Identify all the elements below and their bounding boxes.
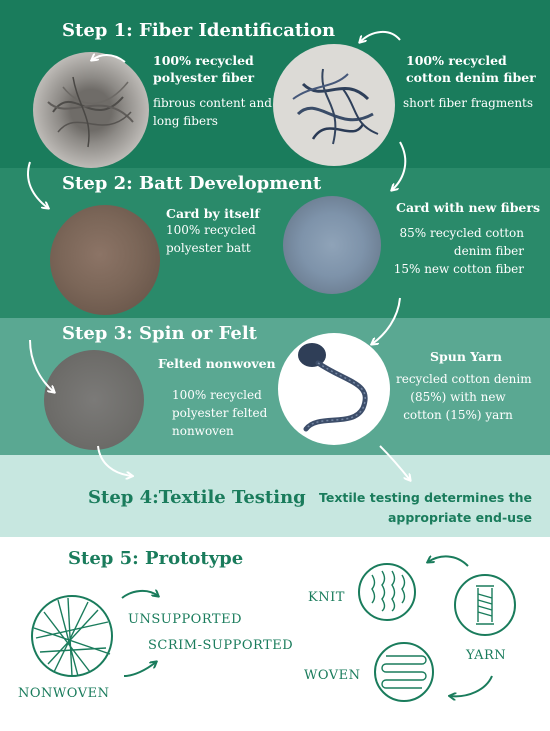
step2-left-desc: 100% recycled polyester batt (166, 223, 256, 255)
step3-right-desc: recycled cotton denim (85%) with new cotton (15%) yarn (396, 372, 532, 422)
step2-right-desc: 85% recycled cotton denim fiber 15% new cotton fiber (393, 226, 524, 276)
step4-note: Textile testing determines the appropriate end-use (318, 490, 532, 525)
step3-title: Step 3: Spin or Felt (62, 323, 257, 344)
step2-right-label: Card with new fibers (396, 200, 541, 215)
unsupported-label: UNSUPPORTED (128, 612, 242, 627)
yarn-spool-icon (452, 572, 518, 638)
step5-title: Step 5: Prototype (68, 548, 244, 569)
nonwoven-label: NONWOVEN (18, 686, 110, 701)
denim-fiber-image (273, 44, 395, 166)
step1-title: Step 1: Fiber Identification (62, 20, 336, 41)
step1-polyester-desc: fibrous content and long fibers (153, 96, 272, 128)
yarn-label: YARN (466, 648, 507, 663)
polyester-fiber-image (33, 52, 149, 168)
denim-fiber-texture (273, 44, 395, 166)
step1-denim-label: 100% recycled cotton denim fiber (406, 53, 536, 85)
polyester-fiber-texture (33, 52, 149, 168)
denim-batt-image (283, 196, 381, 294)
scrim-supported-label: SCRIM-SUPPORTED (148, 638, 294, 653)
spun-yarn-image (278, 333, 390, 445)
step3-left-desc: 100% recycled polyester felted nonwoven (172, 388, 268, 438)
spun-yarn-illustration (278, 333, 390, 445)
polyester-batt-image (50, 205, 160, 315)
step4-title: Step 4:Textile Testing (88, 487, 306, 508)
step3-right-label: Spun Yarn (430, 349, 503, 364)
step3-left-label: Felted nonwoven (158, 356, 276, 371)
felted-nonwoven-image (44, 350, 144, 450)
knit-label: KNIT (308, 590, 345, 605)
nonwoven-icon (28, 592, 116, 680)
woven-icon (372, 640, 436, 704)
step2-left-label: Card by itself (166, 206, 260, 221)
step1-polyester-label: 100% recycled polyester fiber (153, 53, 255, 85)
step2-title: Step 2: Batt Development (62, 173, 322, 194)
knit-icon (356, 561, 418, 623)
step1-denim-desc: short fiber fragments (403, 96, 534, 110)
woven-label: WOVEN (304, 668, 361, 683)
